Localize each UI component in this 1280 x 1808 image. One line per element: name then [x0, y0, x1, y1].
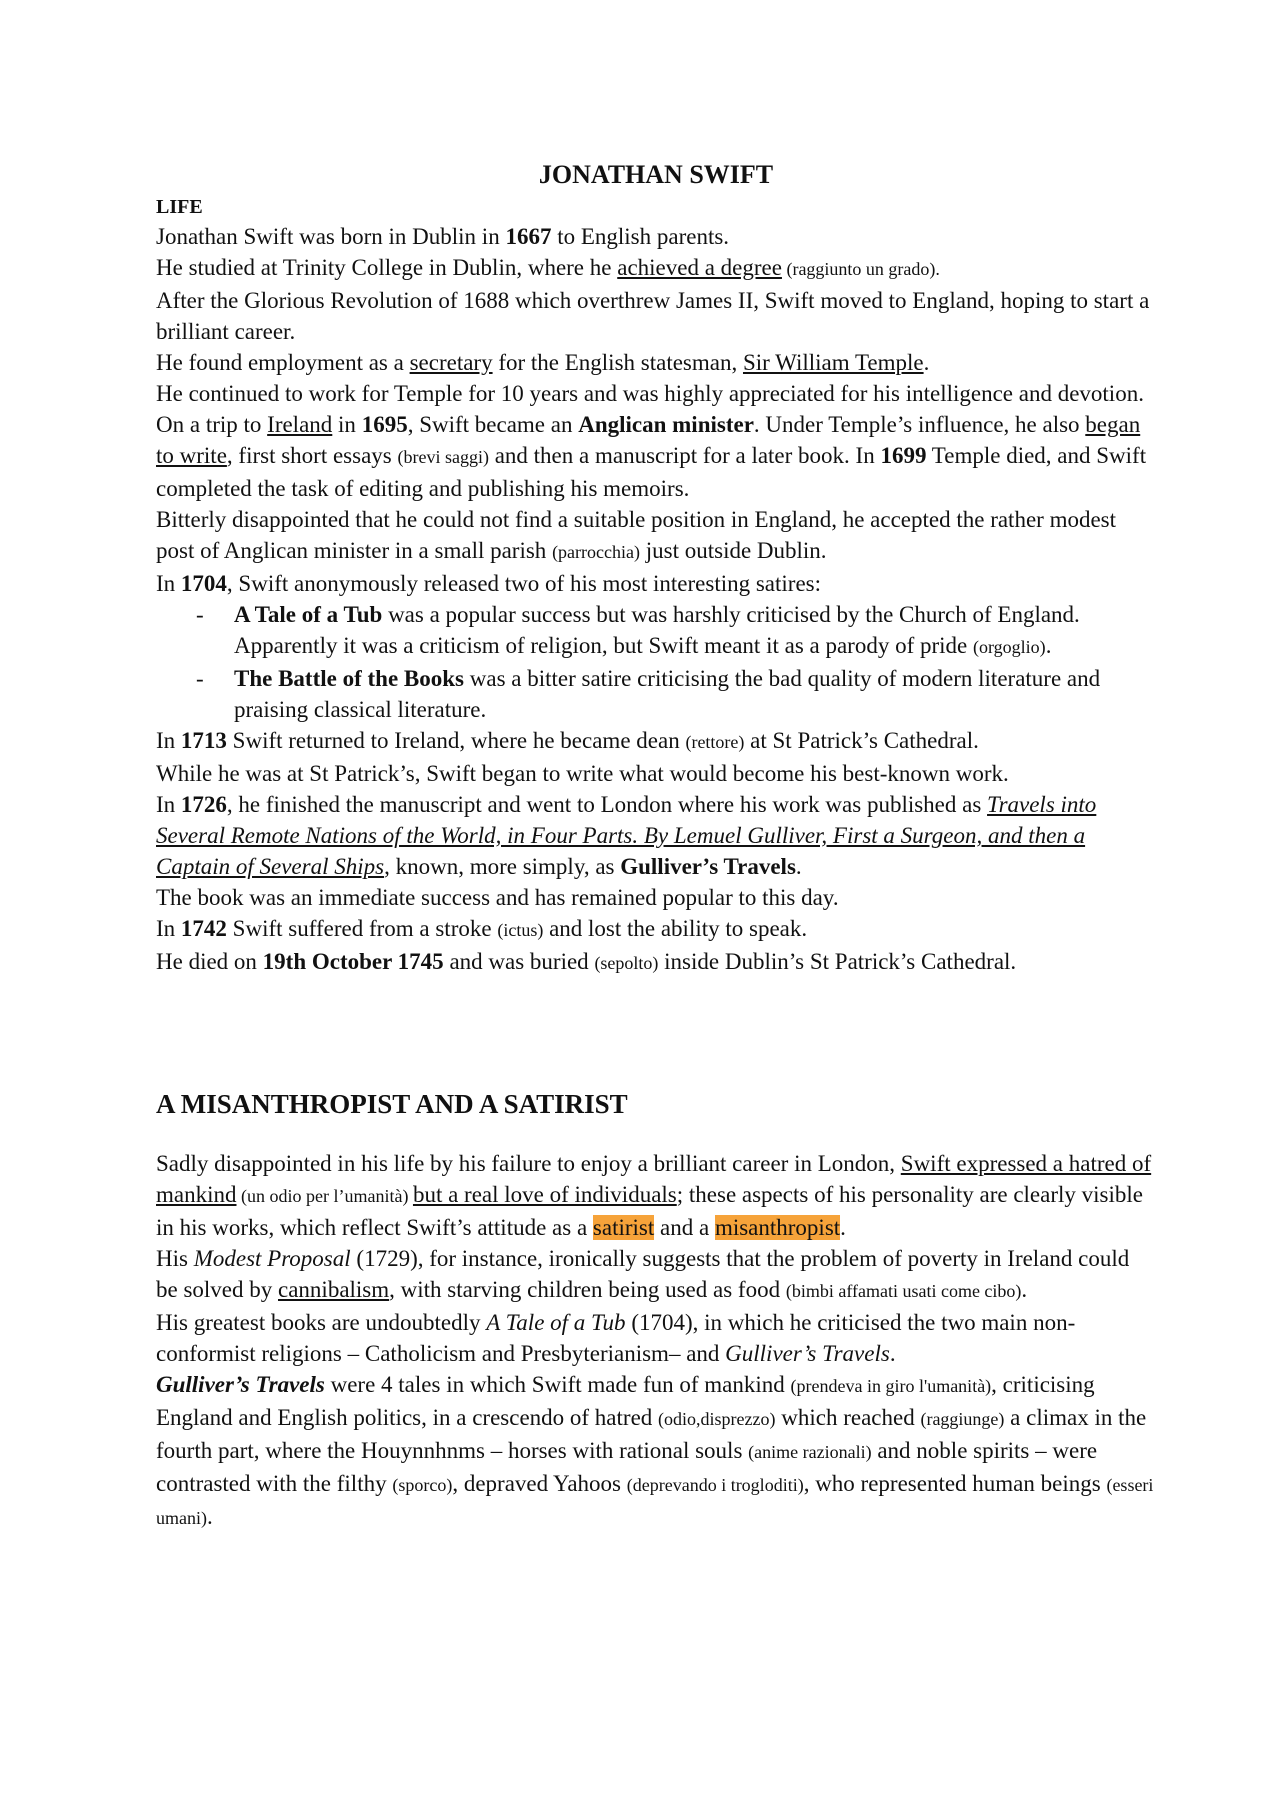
paragraph-bitter: [156, 504, 1156, 568]
year-bold: 1726: [180, 792, 227, 817]
text: was a bitter satire criticising the bad quality of modern literature and praising classical literature.: [234, 666, 1101, 722]
italic-title: Modest Proposal: [193, 1246, 351, 1271]
text: Temple died, and Swift completed the task of editing and publishing his memoirs.: [156, 443, 1147, 501]
highlighted-word: satirist: [592, 1215, 655, 1240]
paragraph-modest-proposal: [156, 1243, 1156, 1307]
text: His: [156, 1246, 194, 1271]
text: . Under Temple’s influence, he also: [753, 412, 1086, 437]
highlighted-word: misanthropist: [714, 1215, 841, 1240]
text: which reached: [775, 1405, 921, 1430]
text: .: [207, 1504, 213, 1529]
underlined-phrase: but a real love of individuals: [412, 1182, 677, 1207]
paragraph-died: [156, 946, 1156, 979]
italic-title: Gulliver’s Travels: [725, 1341, 890, 1366]
text: In: [156, 792, 181, 817]
text: and noble spirits – were contrasted with the filthy: [156, 1438, 1098, 1496]
text: .: [923, 350, 930, 375]
italian-gloss: (prendeva in giro l'umanità): [790, 1376, 992, 1396]
text: In: [156, 728, 181, 753]
italic-title: A Tale of a Tub: [486, 1310, 626, 1335]
paragraph-success: The book was an immediate success and has remained popular to this day.: [156, 885, 839, 910]
paragraph-studied: [156, 252, 1156, 285]
text: On a trip to: [156, 412, 268, 437]
italian-gloss: (un odio per l’umanità): [236, 1186, 413, 1206]
text: at St Patrick’s Cathedral.: [744, 728, 979, 753]
underlined-phrase: Sir William Temple: [742, 350, 924, 375]
underlined-phrase: Swift expressed a hatred of mankind: [156, 1151, 1152, 1207]
italian-gloss: (anime razionali): [748, 1442, 872, 1462]
text: and was buried: [443, 949, 595, 974]
text: .: [840, 1215, 846, 1240]
text: , Swift anonymously released two of his most interesting satires:: [226, 571, 822, 596]
bullet-dash: -: [196, 602, 204, 627]
italian-gloss: (brevi saggi): [397, 447, 489, 467]
bold-phrase: Anglican minister: [578, 412, 754, 437]
text: , known, more simply, as: [384, 854, 621, 879]
book-title-bold: A Tale of a Tub: [234, 602, 383, 627]
text: a climax in the fourth part, where the Houynnhnms – horses with rational souls: [156, 1405, 1147, 1463]
text: , first short essays: [226, 443, 398, 468]
text: .: [795, 854, 802, 879]
year-bold: 1713: [180, 728, 227, 753]
page-title: JONATHAN SWIFT: [538, 160, 774, 189]
section-heading: A MISANTHROPIST AND A SATIRIST: [156, 1089, 628, 1119]
text: and then a manuscript for a later book. In: [488, 443, 881, 468]
paragraph-gullivers-travels: [156, 1369, 1156, 1534]
paragraph-1742: [156, 913, 1156, 946]
text: just outside Dublin.: [640, 538, 827, 563]
text: , he finished the manuscript and went to London where his work was published as: [226, 792, 988, 817]
italian-gloss: (bimbi affamati usati come cibo): [785, 1281, 1022, 1301]
text: His greatest books are undoubtedly: [156, 1310, 487, 1335]
underlined-phrase: secretary: [409, 350, 493, 375]
year-bold: 1704: [180, 571, 227, 596]
text: He died on: [156, 949, 263, 974]
text: for the English statesman,: [492, 350, 743, 375]
underlined-phrase: achieved a degree: [617, 255, 782, 280]
life-section: [156, 193, 1156, 979]
text: were 4 tales in which Swift made fun of mankind: [324, 1372, 791, 1397]
paragraph-1726: [156, 789, 1156, 882]
italian-gloss: (sporco): [392, 1475, 453, 1495]
bold-phrase: Gulliver’s Travels: [620, 854, 796, 879]
italian-gloss: (esseri umani): [156, 1475, 1154, 1528]
italian-gloss: (rettore): [685, 732, 745, 752]
underlined-phrase: cannibalism: [278, 1277, 390, 1302]
paragraph-continued: He continued to work for Temple for 10 years and was highly appreciated for his intelligence and devotion.: [156, 381, 1144, 406]
italian-gloss: (sepolto): [594, 953, 659, 973]
text: Sadly disappointed in his life by his failure to enjoy a brilliant career in London,: [156, 1151, 901, 1176]
italian-gloss: (ictus): [497, 920, 544, 940]
list-item: [156, 663, 1156, 725]
text: .: [1045, 633, 1052, 658]
bold-date: 19th October 1745: [262, 949, 444, 974]
italian-gloss: (raggiunge): [920, 1409, 1005, 1429]
paragraph-trip: [156, 409, 1156, 504]
italian-gloss: (parrocchia): [552, 542, 640, 562]
year-bold: 1695: [361, 412, 408, 437]
text: , who represented human beings: [803, 1471, 1107, 1496]
text: He found employment as a: [156, 350, 410, 375]
text: .: [1021, 1277, 1028, 1302]
text: , criticising England and English politics, in a crescendo of hatred: [156, 1372, 1095, 1430]
text: was a popular success but was harshly criticised by the Church of England. Apparently it was a criticism of religion, but Swift meant it as a parody of pride: [234, 602, 1080, 658]
bold-italic-title: Gulliver’s Travels: [156, 1372, 325, 1397]
text: He studied at Trinity College in Dublin, where he: [156, 255, 618, 280]
list-item: [156, 599, 1156, 663]
text: in: [332, 412, 362, 437]
paragraph-hatred: [156, 1148, 1156, 1243]
text: and lost the ability to speak.: [543, 916, 808, 941]
italian-gloss: (orgoglio): [973, 637, 1046, 657]
paragraph-while: While he was at St Patrick’s, Swift began to write what would become his best-known work.: [156, 761, 1009, 786]
paragraph-employment: [156, 347, 1156, 378]
text: (1704), in which he criticised the two main non-conformist religions – Catholicism and Presbyterianism– and: [156, 1310, 1076, 1366]
text: to English parents.: [551, 224, 730, 249]
misanthropist-section: [156, 1086, 1156, 1534]
italian-gloss: (odio,disprezzo): [658, 1409, 776, 1429]
italian-gloss: (deprevando i trogloditi): [626, 1475, 804, 1495]
paragraph-greatest-books: [156, 1307, 1156, 1369]
life-heading: LIFE: [156, 196, 203, 218]
book-title-bold: The Battle of the Books: [234, 666, 464, 691]
text: ; these aspects of his personality are clearly visible in his works, which reflect Swift’s attitude as a: [156, 1182, 1143, 1240]
text: Jonathan Swift was born in Dublin in: [156, 224, 506, 249]
year-bold: 1699: [880, 443, 927, 468]
year-bold: 1742: [180, 916, 227, 941]
text: Swift returned to Ireland, where he became dean: [226, 728, 686, 753]
year-bold: 1667: [505, 224, 552, 249]
text: inside Dublin’s St Patrick’s Cathedral.: [658, 949, 1017, 974]
underlined-phrase: began to write: [156, 412, 1141, 468]
full-book-title: Travels into Several Remote Nations of the World, in Four Parts. By Lemuel Gulliver, First a Surgeon, and then a Captain of Several Ships: [156, 792, 1097, 879]
text: Bitterly disappointed that he could not find a suitable position in England, he accepted the rather modest post of Anglican minister in a small parish: [156, 507, 1117, 563]
text: In: [156, 571, 181, 596]
text: , with starving children being used as food: [389, 1277, 786, 1302]
bullet-dash: -: [196, 666, 204, 691]
paragraph-1713: [156, 725, 1156, 758]
paragraph-1704: [156, 568, 1156, 599]
text: .: [889, 1341, 896, 1366]
text: , depraved Yahoos: [452, 1471, 627, 1496]
text: and a: [654, 1215, 715, 1240]
text: , Swift became an: [407, 412, 579, 437]
text: (1729), for instance, ironically suggests that the problem of poverty in Ireland could be solved by: [156, 1246, 1130, 1302]
italian-gloss: (raggiunto un grado).: [781, 259, 940, 279]
text: Swift suffered from a stroke: [226, 916, 498, 941]
paragraph-born: [156, 221, 1156, 252]
underlined-phrase: Ireland: [267, 412, 333, 437]
satires-list: [156, 599, 1156, 725]
paragraph-revolution: After the Glorious Revolution of 1688 which overthrew James II, Swift moved to England, hoping to start a brilliant career.: [156, 288, 1150, 344]
text: In: [156, 916, 181, 941]
